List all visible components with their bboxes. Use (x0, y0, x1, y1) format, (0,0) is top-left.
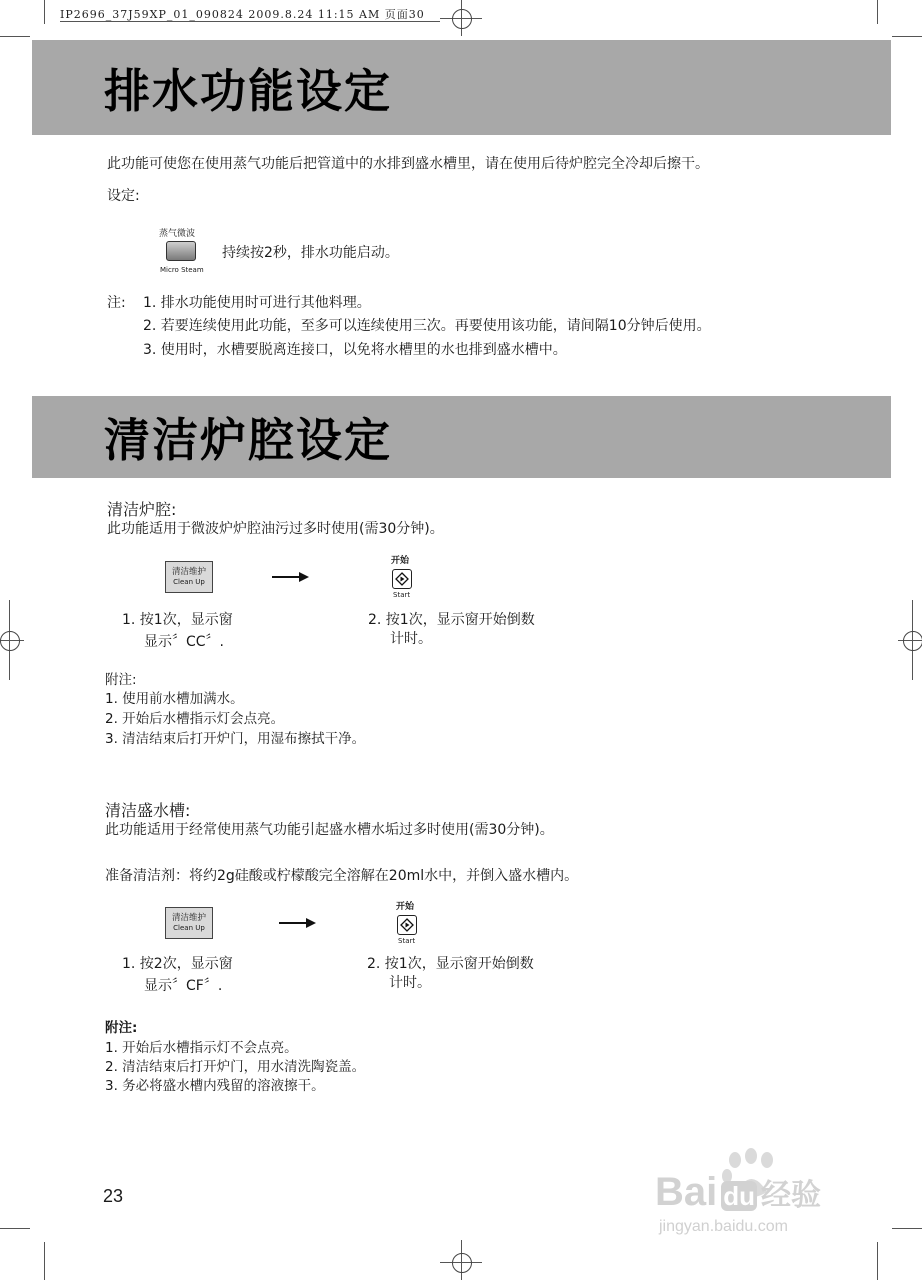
cavity-clean-btn-cn: 清洁维护 (171, 567, 206, 577)
crop-mark-tr-v (877, 0, 878, 24)
tank-clean-up-button-graphic (165, 907, 213, 939)
print-header: IP2696_37J59XP_01_090824 2009.8.24 11:15 AM 页面30 (60, 8, 425, 21)
cavity-note-3: 3. 清洁结束后打开炉门，用湿布擦拭干净。 (105, 731, 366, 747)
drain-instruction: 持续按2秒，排水功能启动。 (222, 245, 399, 261)
registration-mark-top (452, 9, 472, 29)
cavity-clean-btn-en: Clean Up (173, 578, 205, 586)
crop-mark-br-v (877, 1242, 878, 1280)
micro-steam-label-en: Micro Steam (160, 266, 204, 274)
cavity-clean-up-button-graphic (165, 561, 213, 593)
tank-note-2: 2. 清洁结束后打开炉门，用水清洗陶瓷盖。 (105, 1059, 366, 1075)
drain-setting-label: 设定: (107, 188, 140, 204)
tank-start-en: Start (398, 937, 416, 945)
crop-mark-tr (892, 36, 922, 37)
watermark-brand-bai: Bai (655, 1170, 718, 1214)
tank-step2-line2: 计时。 (389, 975, 431, 991)
micro-steam-button-icon (166, 241, 196, 261)
start-icon (397, 915, 417, 935)
registration-mark-left (0, 631, 20, 651)
registration-mark-right (903, 631, 922, 651)
tank-clean-btn-cn: 清洁维护 (171, 913, 206, 923)
section-title-band-clean (32, 396, 891, 478)
section-title-band-drain (32, 40, 891, 135)
tank-start-cn: 开始 (396, 902, 415, 912)
tank-start-button-graphic (394, 902, 420, 946)
crop-mark-br (892, 1228, 922, 1229)
crop-mark-tl (0, 36, 30, 37)
registration-mark-bottom (452, 1253, 472, 1273)
tank-heading-colon: : (185, 801, 191, 820)
watermark-brand-cn: 经验 (761, 1179, 822, 1212)
tank-heading-text: 清洁盛水槽 (105, 801, 186, 820)
cavity-intro: 此功能适用于微波炉炉腔油污过多时使用(需30分钟)。 (107, 521, 444, 537)
micro-steam-label-cn: 蒸气微波 (159, 229, 196, 239)
cavity-note-1: 1. 使用前水槽加满水。 (105, 691, 244, 707)
cavity-step1-line2: 显示〞CC〞. (144, 634, 225, 650)
tank-arrow-head (306, 918, 316, 928)
tank-step1-line2: 显示〞CF〞. (144, 978, 223, 994)
drain-note-label: 注: (107, 295, 126, 311)
watermark-brand (655, 1170, 821, 1215)
cavity-step2-line1: 2. 按1次，显示窗开始倒数 (368, 612, 535, 628)
drain-intro: 此功能可使您在使用蒸气功能后把管道中的水排到盛水槽里，请在使用后待炉腔完全冷却后擦干。 (107, 156, 709, 172)
page-number: 23 (103, 1186, 124, 1206)
cavity-notes-label: 附注: (105, 672, 137, 688)
drain-note-2: 2. 若要连续使用此功能，至多可以连续使用三次。再要使用该功能，请间隔10分钟后使用。 (143, 318, 711, 334)
crop-mark-bl (0, 1228, 30, 1229)
baidu-watermark (655, 1148, 875, 1238)
tank-note-1: 1. 开始后水槽指示灯不会点亮。 (105, 1040, 298, 1056)
tank-clean-btn-en: Clean Up (173, 924, 205, 932)
cavity-arrow-head (299, 572, 309, 582)
start-icon (392, 569, 412, 589)
drain-note-3: 3. 使用时，水槽要脱离连接口，以免将水槽里的水也排到盛水槽中。 (143, 342, 567, 358)
section-title-drain: 排水功能设定 (104, 63, 392, 118)
cavity-heading (107, 497, 176, 520)
tank-heading (105, 798, 190, 821)
tank-arrow-line (279, 922, 307, 924)
crop-mark-tl-v (44, 0, 45, 24)
cavity-start-en: Start (393, 591, 411, 599)
cavity-heading-text: 清洁炉腔 (107, 500, 172, 519)
drain-note-1: 1. 排水功能使用时可进行其他料理。 (143, 295, 371, 311)
cavity-start-cn: 开始 (391, 556, 410, 566)
cavity-heading-colon: : (171, 500, 177, 519)
crop-mark-bl-v (44, 1242, 45, 1280)
tank-step2-line1: 2. 按1次，显示窗开始倒数 (367, 956, 534, 972)
micro-steam-button-graphic (156, 229, 204, 277)
cavity-note-2: 2. 开始后水槽指示灯会点亮。 (105, 711, 285, 727)
tank-intro: 此功能适用于经常使用蒸气功能引起盛水槽水垢过多时使用(需30分钟)。 (105, 822, 554, 838)
header-rule (60, 21, 440, 22)
cavity-arrow-line (272, 576, 300, 578)
cavity-step1-line1: 1. 按1次，显示窗 (122, 612, 233, 628)
tank-step1-line1: 1. 按2次，显示窗 (122, 956, 233, 972)
tank-note-3: 3. 务必将盛水槽内残留的溶液擦干。 (105, 1078, 325, 1094)
tank-notes-label: 附注: (105, 1020, 138, 1036)
cavity-step2-line2: 计时。 (390, 631, 432, 647)
cavity-start-button-graphic (389, 556, 415, 600)
section-title-clean: 清洁炉腔设定 (104, 413, 392, 467)
watermark-url: jingyan.baidu.com (659, 1218, 788, 1235)
tank-prep: 准备清洁剂：将约2g硅酸或柠檬酸完全溶解在20ml水中，并倒入盛水槽内。 (105, 868, 579, 884)
watermark-brand-du: du (723, 1181, 756, 1211)
